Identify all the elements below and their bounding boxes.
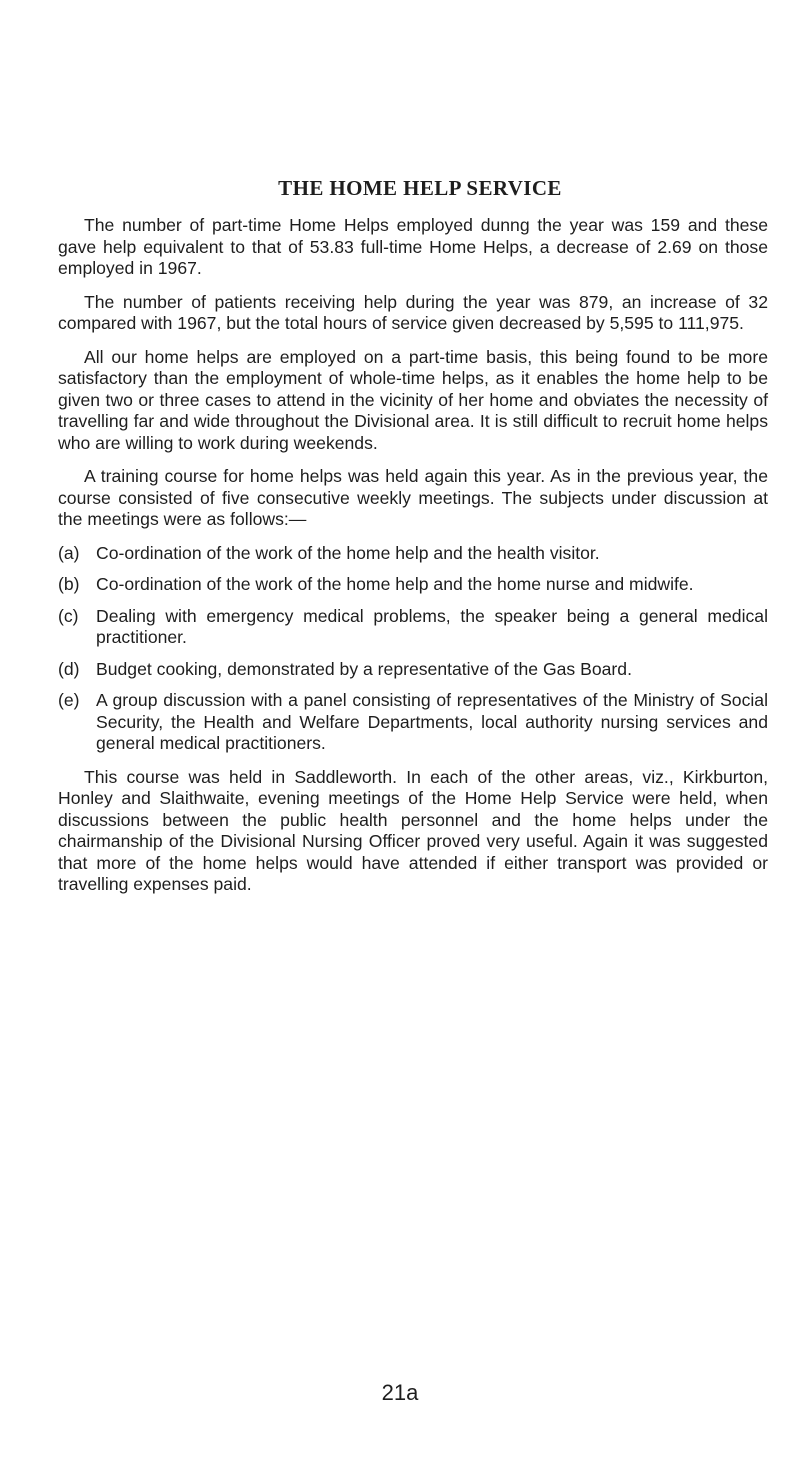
list-item	[58, 659, 768, 681]
list-item	[58, 606, 768, 649]
paragraph-part-time-basis: All our home helps are employed on a part-time basis, this being found to be more satisfactory than the employment of whole-time helps, as it enables the home help to be given two or three cases to attend in the vicinity of her home and obviates the necessity of travelling far and wide throughout the Divisional area. It is still difficult to recruit home helps who are willing to work during weekends.	[58, 346, 768, 453]
list-item	[58, 543, 768, 565]
list-item-label: (c)	[58, 605, 79, 626]
list-item-label: (e)	[58, 690, 80, 710]
list-item-text: Budget cooking, demonstrated by a representative of the Gas Board.	[96, 658, 632, 679]
paragraph-training-course: A training course for home helps was held again this year. As in the previous year, the course consisted of five consecutive weekly meetings. The subjects under discussion at the meetings were as follows:—	[58, 466, 768, 529]
paragraph-saddleworth: This course was held in Saddleworth. In each of the other areas, viz., Kirkburton, Honley and Slaithwaite, evening meetings of the Home Help Service were held, when discussions between the public health personnel and the home helps under the chairmanship of the Divisional Nursing Officer proved very useful. Again it was suggested that more of the home helps would have attended if either transport was provided or travelling expenses paid.	[58, 766, 768, 894]
list-item	[58, 690, 768, 755]
list-item-text: Co-ordination of the work of the home help and the home nurse and midwife.	[96, 574, 694, 594]
list-item-label: (b)	[58, 574, 80, 594]
list-item-label: (d)	[58, 658, 80, 679]
page-title: THE HOME HELP SERVICE	[278, 176, 562, 200]
subjects-list	[58, 543, 768, 755]
document-body	[58, 176, 768, 908]
list-item-label: (a)	[58, 542, 80, 563]
paragraph-part-time-helps: The number of part-time Home Helps employed dunng the year was 159 and these gave help equivalent to that of 53.83 full-time Home Helps, a decrease of 2.69 on those employed in 1967.	[58, 215, 768, 278]
list-item-text: Dealing with emergency medical problems, the speaker being a general medical practitioner.	[96, 605, 768, 647]
list-item-text: Co-ordination of the work of the home help and the health visitor.	[96, 542, 600, 563]
list-item	[58, 574, 768, 596]
page-number: 21a	[381, 1380, 419, 1405]
list-item-text: A group discussion with a panel consisting of representatives of the Ministry of Social Security, the Health and Welfare Departments, local authority nursing services and general medical practitioners.	[96, 690, 768, 753]
paragraph-patients: The number of patients receiving help during the year was 879, an increase of 32 compared with 1967, but the total hours of service given decreased by 5,595 to 111,975.	[58, 291, 768, 333]
